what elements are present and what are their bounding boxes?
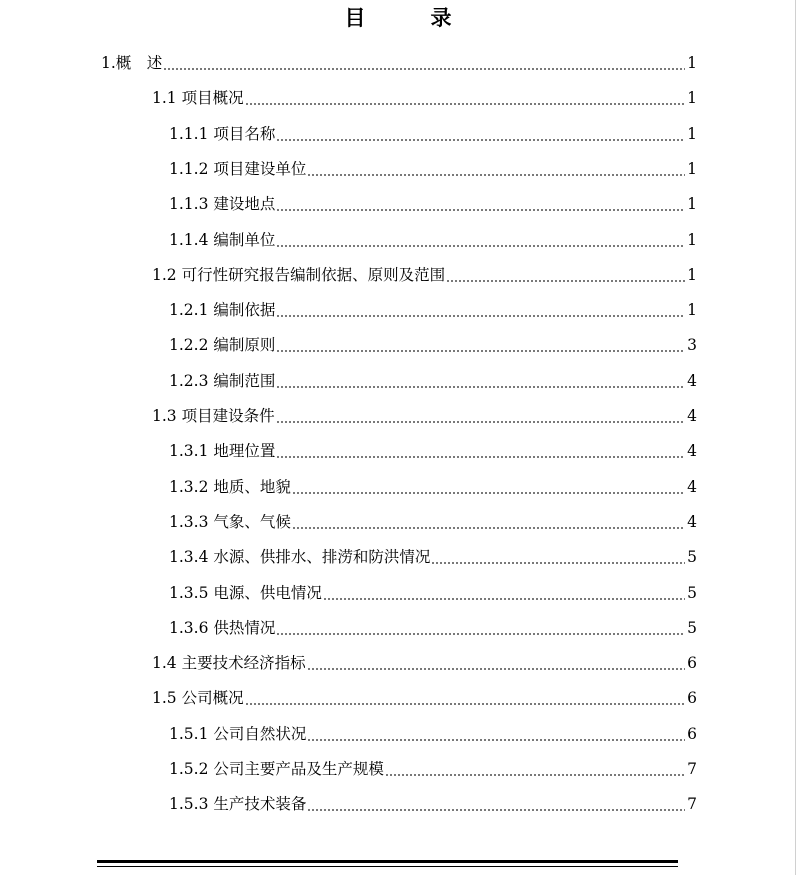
toc-entry-title: 公司主要产品及生产规模	[213, 760, 384, 778]
toc-dot-leader	[307, 159, 685, 179]
toc-dot-leader	[276, 300, 685, 320]
toc-entry-page: 6	[687, 689, 697, 707]
toc-entry-title: 主要技术经济指标	[181, 654, 306, 672]
toc-dot-leader	[276, 441, 685, 461]
toc-entry-title: 可行性研究报告编制依据、原则及范围	[181, 266, 446, 284]
toc-entry-title: 项目概况	[181, 89, 244, 107]
toc-entry[interactable]	[152, 78, 697, 108]
toc-entry[interactable]	[169, 467, 697, 497]
toc-entry[interactable]	[169, 149, 697, 179]
toc-entry-page: 5	[687, 619, 697, 637]
toc-entry-page: 1	[687, 125, 697, 143]
toc-dot-leader	[276, 335, 685, 355]
toc-dot-leader	[446, 265, 685, 285]
toc-entry-number: 1.1.3	[169, 195, 214, 213]
toc-entry[interactable]	[169, 537, 697, 567]
toc-entry-title: 项目建设条件	[181, 407, 275, 425]
toc-entry[interactable]	[152, 396, 697, 426]
toc-dot-leader	[245, 88, 686, 108]
toc-dot-leader	[292, 512, 685, 532]
toc-dot-leader	[245, 688, 686, 708]
toc-entry-page: 5	[687, 548, 697, 566]
toc-entry-page: 1	[687, 89, 697, 107]
toc-dot-leader	[276, 230, 685, 250]
toc-entry[interactable]	[169, 714, 697, 744]
toc-entry-title: 生产技术装备	[213, 795, 307, 813]
toc-entry[interactable]	[169, 325, 697, 355]
toc-entry[interactable]	[169, 749, 697, 779]
toc-entry-title: 建设地点	[213, 195, 276, 213]
toc-entry-number: 1.1.2	[169, 160, 214, 178]
toc-entry-title: 水源、供排水、排涝和防洪情况	[213, 548, 431, 566]
toc-entry-title: 供热情况	[213, 619, 276, 637]
toc-entry[interactable]	[152, 255, 697, 285]
toc-dot-leader	[276, 124, 685, 144]
toc-dot-leader	[163, 53, 685, 73]
toc-entry-page: 4	[687, 513, 697, 531]
toc-entry-number: 1.2.3	[169, 372, 214, 390]
page-title: 目 录	[344, 5, 474, 30]
toc-entry-number: 1.1.4	[169, 231, 214, 249]
toc-entry-number: 1.1.1	[169, 125, 214, 143]
toc-entry[interactable]	[169, 361, 697, 391]
toc-entry[interactable]	[169, 114, 697, 144]
toc-entry-page: 6	[687, 654, 697, 672]
toc-entry-page: 1	[687, 301, 697, 319]
toc-entry-title: 编制范围	[213, 372, 276, 390]
toc-entry-title: 公司自然状况	[213, 725, 307, 743]
toc-entry-page: 7	[687, 795, 697, 813]
toc-entry-number: 1.3	[152, 407, 182, 425]
toc-entry-number: 1.5.1	[169, 725, 214, 743]
toc-entry[interactable]	[101, 43, 697, 73]
toc-dot-leader	[323, 583, 685, 603]
toc-entry-title: 电源、供电情况	[213, 584, 322, 602]
toc-dot-leader	[307, 653, 686, 673]
toc-dot-leader	[385, 759, 685, 779]
toc-dot-leader	[276, 371, 685, 391]
toc-dot-leader	[431, 547, 685, 567]
toc-entry[interactable]	[169, 502, 697, 532]
toc-entry-page: 3	[687, 336, 697, 354]
toc-entry-title: 项目建设单位	[213, 160, 307, 178]
toc-entry-page: 1	[687, 266, 697, 284]
toc-entry-number: 1.2.1	[169, 301, 214, 319]
toc-entry[interactable]	[169, 290, 697, 320]
toc-entry[interactable]	[169, 573, 697, 603]
toc-entry-number: 1.3.6	[169, 619, 214, 637]
toc-dot-leader	[292, 477, 685, 497]
toc-entry-number: 1.3.4	[169, 548, 214, 566]
toc-entry-title: 地质、地貌	[213, 478, 291, 496]
toc-entry[interactable]	[169, 608, 697, 638]
toc-dot-leader	[307, 794, 685, 814]
toc-entry-page: 1	[687, 160, 697, 178]
toc-entry-title: 地理位置	[213, 442, 276, 460]
toc-entry-title: 编制原则	[213, 336, 276, 354]
toc-entry[interactable]	[152, 643, 697, 673]
toc-entry-title: 编制依据	[213, 301, 276, 319]
toc-entry-number: 1.2	[152, 266, 182, 284]
toc-entry-number: 1.4	[152, 654, 182, 672]
toc-entry[interactable]	[169, 184, 697, 214]
toc-entry-title: 概 述	[115, 54, 163, 72]
toc-entry-page: 5	[687, 584, 697, 602]
toc-entry-number: 1.	[101, 54, 116, 72]
footer-rule-thick	[97, 860, 678, 863]
toc-dot-leader	[307, 724, 685, 744]
toc-entry-number: 1.5.2	[169, 760, 214, 778]
toc-dot-leader	[276, 406, 686, 426]
toc-entry-title: 气象、气候	[213, 513, 291, 531]
toc-entry-number: 1.3.5	[169, 584, 214, 602]
toc-entry-title: 公司概况	[181, 689, 244, 707]
toc-entry-page: 4	[687, 407, 697, 425]
toc-entry-number: 1.3.3	[169, 513, 214, 531]
toc-entry-number: 1.5.3	[169, 795, 214, 813]
toc-entry-page: 1	[687, 231, 697, 249]
toc-entry-number: 1.3.2	[169, 478, 214, 496]
toc-entry-number: 1.1	[152, 89, 182, 107]
toc-entry-title: 项目名称	[213, 125, 276, 143]
toc-entry-page: 1	[687, 54, 697, 72]
toc-entry[interactable]	[169, 784, 697, 814]
footer-rule-thin	[97, 866, 678, 867]
toc-entry[interactable]	[152, 678, 697, 708]
toc-entry-page: 4	[687, 442, 697, 460]
toc-entry-number: 1.3.1	[169, 442, 214, 460]
toc-dot-leader	[276, 618, 685, 638]
toc-entry-page: 1	[687, 195, 697, 213]
toc-dot-leader	[276, 194, 685, 214]
toc-entry-page: 7	[687, 760, 697, 778]
toc-entry-page: 4	[687, 478, 697, 496]
toc-entry[interactable]	[169, 220, 697, 250]
toc-entry-page: 4	[687, 372, 697, 390]
toc-entry-number: 1.2.2	[169, 336, 214, 354]
toc-entry[interactable]	[169, 431, 697, 461]
toc-entry-number: 1.5	[152, 689, 182, 707]
toc-entry-page: 6	[687, 725, 697, 743]
toc-entry-title: 编制单位	[213, 231, 276, 249]
